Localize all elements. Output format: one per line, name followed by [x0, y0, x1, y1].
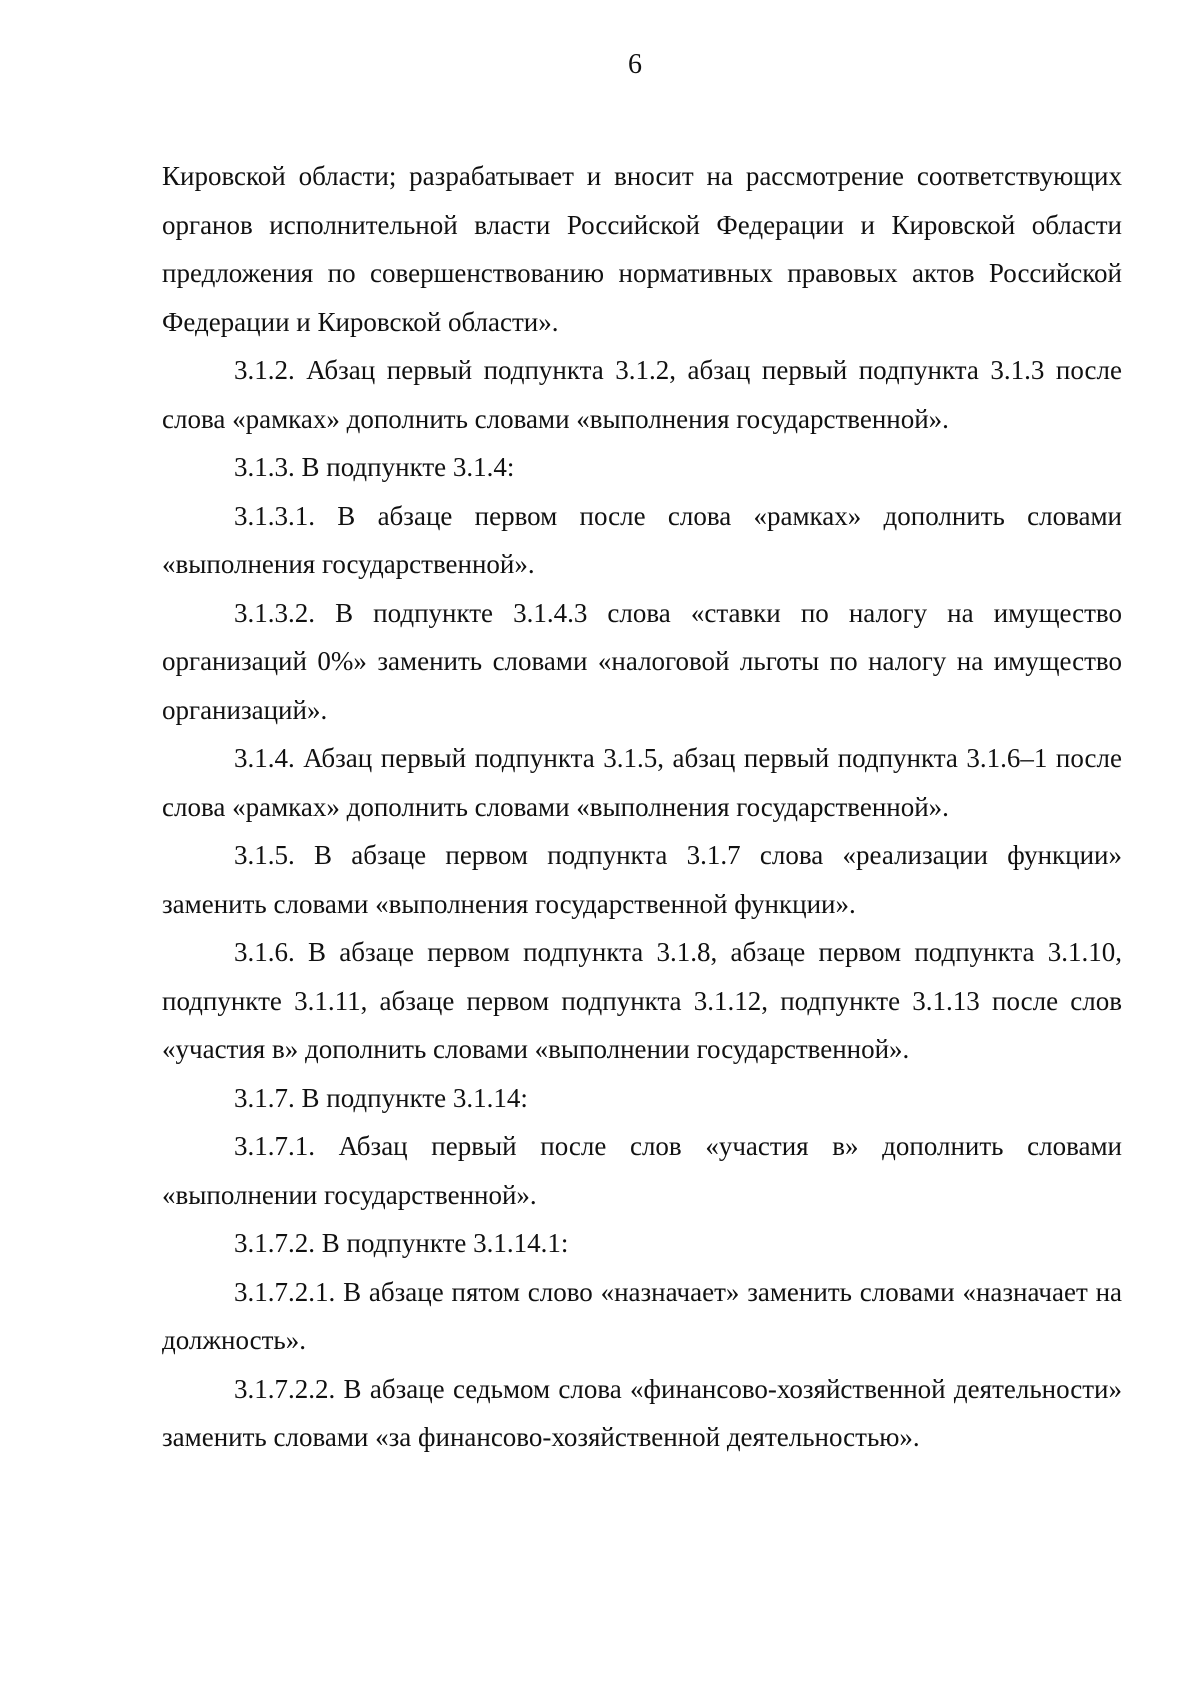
- paragraph-10: 3.1.7.1. Абзац первый после слов «участия в» дополнить словами «выполнении государственной».: [162, 1131, 1122, 1210]
- paragraph-9: 3.1.7. В подпункте 3.1.14:: [234, 1082, 528, 1113]
- paragraph-3: 3.1.3. В подпункте 3.1.4:: [234, 452, 515, 482]
- page-number: 6: [628, 49, 642, 80]
- paragraph-2: 3.1.2. Абзац первый подпункта 3.1.2, абзац первый подпункта 3.1.3 после слова «рамках» дополнить словами «выполнения государственной».: [162, 355, 1122, 434]
- paragraph-6: 3.1.4. Абзац первый подпункта 3.1.5, абзац первый подпункта 3.1.6–1 после слова «рамках» дополнить словами «выполнения государственной».: [162, 743, 1122, 822]
- paragraph-5: 3.1.3.2. В подпункте 3.1.4.3 слова «ставки по налогу на имущество организаций 0%» заменить словами «налоговой льготы по налогу на имущество организаций».: [162, 597, 1122, 725]
- paragraph-4: 3.1.3.1. В абзаце первом после слова «рамках» дополнить словами «выполнения государственной».: [162, 500, 1122, 579]
- paragraph-13: 3.1.7.2.2. В абзаце седьмом слова «финансово-хозяйственной деятельности» заменить словами «за финансово-хозяйственной деятельностью».: [162, 1373, 1122, 1452]
- document-body: [162, 152, 1122, 1462]
- paragraph-12: 3.1.7.2.1. В абзаце пятом слово «назначает» заменить словами «назначает на должность».: [162, 1276, 1122, 1355]
- paragraph-7: 3.1.5. В абзаце первом подпункта 3.1.7 слова «реализации функции» заменить словами «выполнения государственной функции».: [162, 840, 1122, 919]
- paragraph-8: 3.1.6. В абзаце первом подпункта 3.1.8, абзаце первом подпункта 3.1.10, подпункте 3.1.11, абзаце первом подпункта 3.1.12, подпункте 3.1.13 после слов «участия в» дополнить словами «выполнении государственной».: [162, 937, 1122, 1064]
- paragraph-11: 3.1.7.2. В подпункте 3.1.14.1:: [234, 1228, 569, 1258]
- paragraph-1: Кировской области; разрабатывает и вносит на рассмотрение соответствующих органов исполнительной власти Российской Федерации и Кировской области предложения по совершенствованию нормативных правовых актов Российской Федерации и Кировской области».: [162, 161, 1122, 337]
